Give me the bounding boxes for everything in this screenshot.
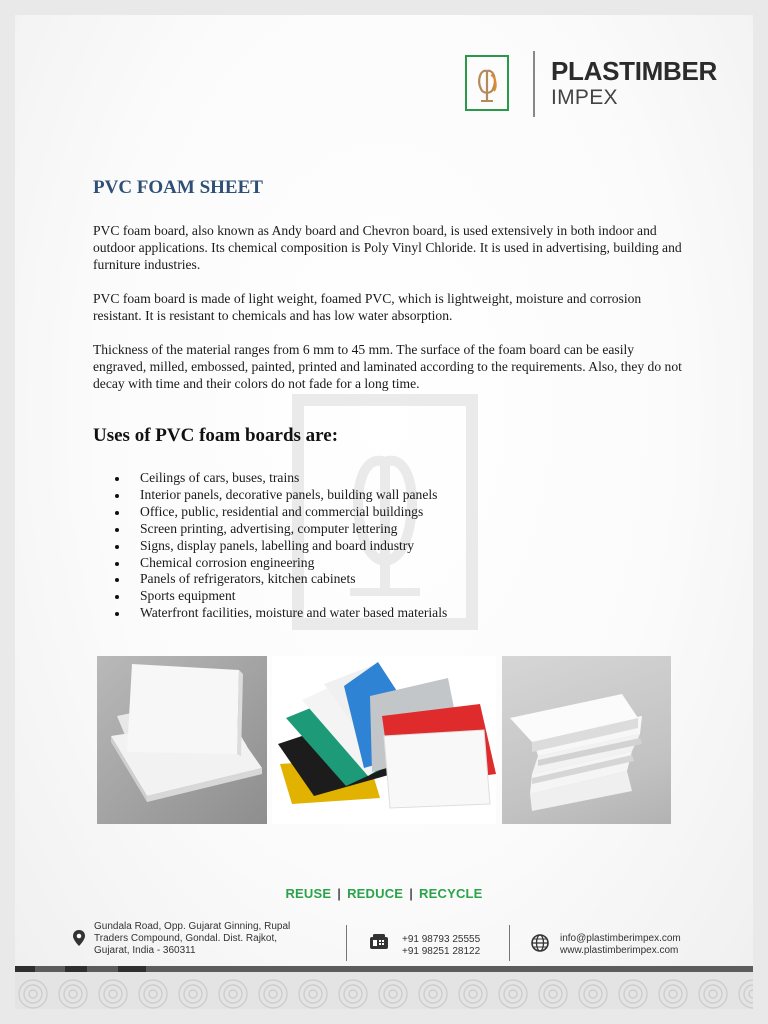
uses-heading: Uses of PVC foam boards are: [93, 425, 339, 446]
list-item: Chemical corrosion engineering [93, 555, 447, 572]
footer-divider [346, 925, 347, 961]
list-item: Panels of refrigerators, kitchen cabinets [93, 571, 447, 588]
tagline: REUSE | REDUCE | RECYCLE [285, 886, 483, 901]
bullet-icon [115, 494, 119, 498]
document-page [15, 15, 753, 1009]
footer-divider [509, 925, 510, 961]
material-paragraph: PVC foam board is made of light weight, foamed PVC, which is lightweight, moisture and corrosion resistant. It is resistant to chemicals and has low water absorption. [93, 291, 642, 323]
bullet-icon [115, 545, 119, 549]
tagline-recycle: RECYCLE [419, 886, 483, 901]
bullet-icon [115, 511, 119, 515]
list-item: Sports equipment [93, 588, 447, 605]
bullet-icon [115, 612, 119, 616]
bullet-icon [115, 528, 119, 532]
list-item: Screen printing, advertising, computer lettering [93, 521, 447, 538]
list-item: Signs, display panels, labelling and board industry [93, 538, 447, 555]
address-line: Gujarat, India - 360311 [94, 945, 196, 956]
phone-number: +91 98793 25555 [402, 934, 481, 945]
white-boards-photo [97, 656, 267, 824]
logo-subtitle: IMPEX [551, 86, 618, 109]
address-line: Traders Compound, Gondal. Dist. Rajkot, [94, 933, 278, 944]
colored-sheets-photo [272, 656, 496, 824]
logo-name: PLASTIMBER [551, 56, 718, 86]
phone-number: +91 98251 28122 [402, 946, 481, 957]
decorative-pattern [15, 972, 753, 1009]
list-item: Office, public, residential and commercial buildings [93, 504, 447, 521]
list-item: Ceilings of cars, buses, trains [93, 470, 447, 487]
bullet-icon [115, 562, 119, 566]
stacked-boards-photo [502, 656, 671, 824]
address-line: Gundala Road, Opp. Gujarat Ginning, Rupal [94, 921, 291, 932]
tagline-reduce: REDUCE [347, 886, 404, 901]
tagline-reuse: REUSE [285, 886, 332, 901]
website-link[interactable]: www.plastimberimpex.com [560, 945, 679, 956]
logo-divider [533, 51, 535, 117]
thickness-paragraph: Thickness of the material ranges from 6 mm to 45 mm. The surface of the foam board can be easily engraved, milled, embossed, painted, printed and laminated according to the requirements. Also, they do not decay with time and their colors do not fade for a long time. [93, 342, 682, 391]
email-link[interactable]: info@plastimberimpex.com [560, 933, 681, 944]
tree-logo-icon [465, 55, 509, 111]
bullet-icon [115, 477, 119, 481]
phone-icon [369, 934, 389, 950]
bullet-icon [115, 595, 119, 599]
list-item: Waterfront facilities, moisture and water based materials [93, 605, 447, 622]
map-pin-icon [72, 929, 86, 947]
page-title: PVC FOAM SHEET [93, 177, 263, 198]
uses-list [93, 470, 447, 622]
list-item: Interior panels, decorative panels, building wall panels [93, 487, 447, 504]
bullet-icon [115, 578, 119, 582]
company-logo [465, 55, 735, 121]
intro-paragraph: PVC foam board, also known as Andy board and Chevron board, is used extensively in both indoor and outdoor applications. Its chemical composition is Poly Vinyl Chloride. It is used in advertising, building and furniture industries. [93, 223, 682, 272]
globe-icon [531, 934, 549, 952]
